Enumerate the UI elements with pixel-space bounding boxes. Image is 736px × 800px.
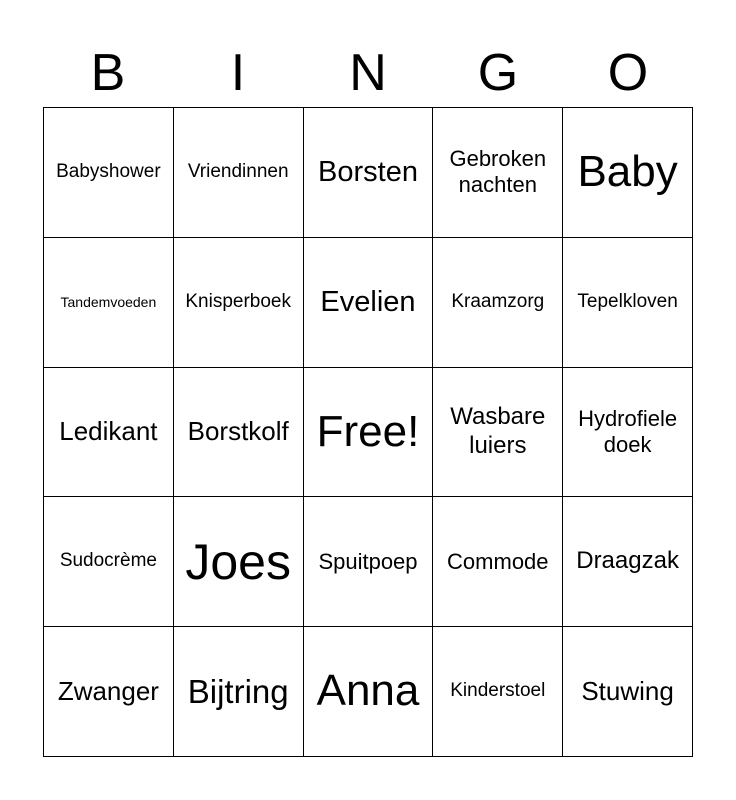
bingo-cell[interactable]: Commode	[433, 497, 563, 627]
header-letter-o: O	[607, 44, 649, 102]
header-letter-n: N	[349, 44, 387, 102]
bingo-cell[interactable]: Joes	[174, 497, 304, 627]
header-letter-b: B	[90, 44, 126, 102]
bingo-cell[interactable]: Evelien	[304, 238, 434, 368]
bingo-cell[interactable]: Gebroken nachten	[433, 108, 563, 238]
free-space[interactable]: Free!	[304, 368, 434, 498]
bingo-cell[interactable]: Ledikant	[44, 368, 174, 498]
bingo-cell[interactable]: Kinderstoel	[433, 627, 563, 757]
bingo-cell[interactable]: Draagzak	[563, 497, 693, 627]
bingo-card	[43, 107, 693, 757]
header-letter-i: I	[230, 44, 246, 102]
bingo-cell[interactable]: Stuwing	[563, 627, 693, 757]
bingo-cell[interactable]: Babyshower	[44, 108, 174, 238]
bingo-cell[interactable]: Kraamzorg	[433, 238, 563, 368]
bingo-cell[interactable]: Spuitpoep	[304, 497, 434, 627]
bingo-cell[interactable]: Wasbare luiers	[433, 368, 563, 498]
bingo-cell[interactable]: Borstkolf	[174, 368, 304, 498]
header-letter-g: G	[477, 44, 519, 102]
bingo-cell[interactable]: Bijtring	[174, 627, 304, 757]
bingo-header	[43, 40, 693, 106]
bingo-cell[interactable]: Tandemvoeden	[44, 238, 174, 368]
bingo-cell[interactable]: Baby	[563, 108, 693, 238]
bingo-cell[interactable]: Borsten	[304, 108, 434, 238]
bingo-cell[interactable]: Vriendinnen	[174, 108, 304, 238]
bingo-cell[interactable]: Hydrofiele doek	[563, 368, 693, 498]
bingo-cell[interactable]: Sudocrème	[44, 497, 174, 627]
bingo-cell[interactable]: Zwanger	[44, 627, 174, 757]
bingo-cell[interactable]: Anna	[304, 627, 434, 757]
bingo-cell[interactable]: Knisperboek	[174, 238, 304, 368]
bingo-cell[interactable]: Tepelkloven	[563, 238, 693, 368]
